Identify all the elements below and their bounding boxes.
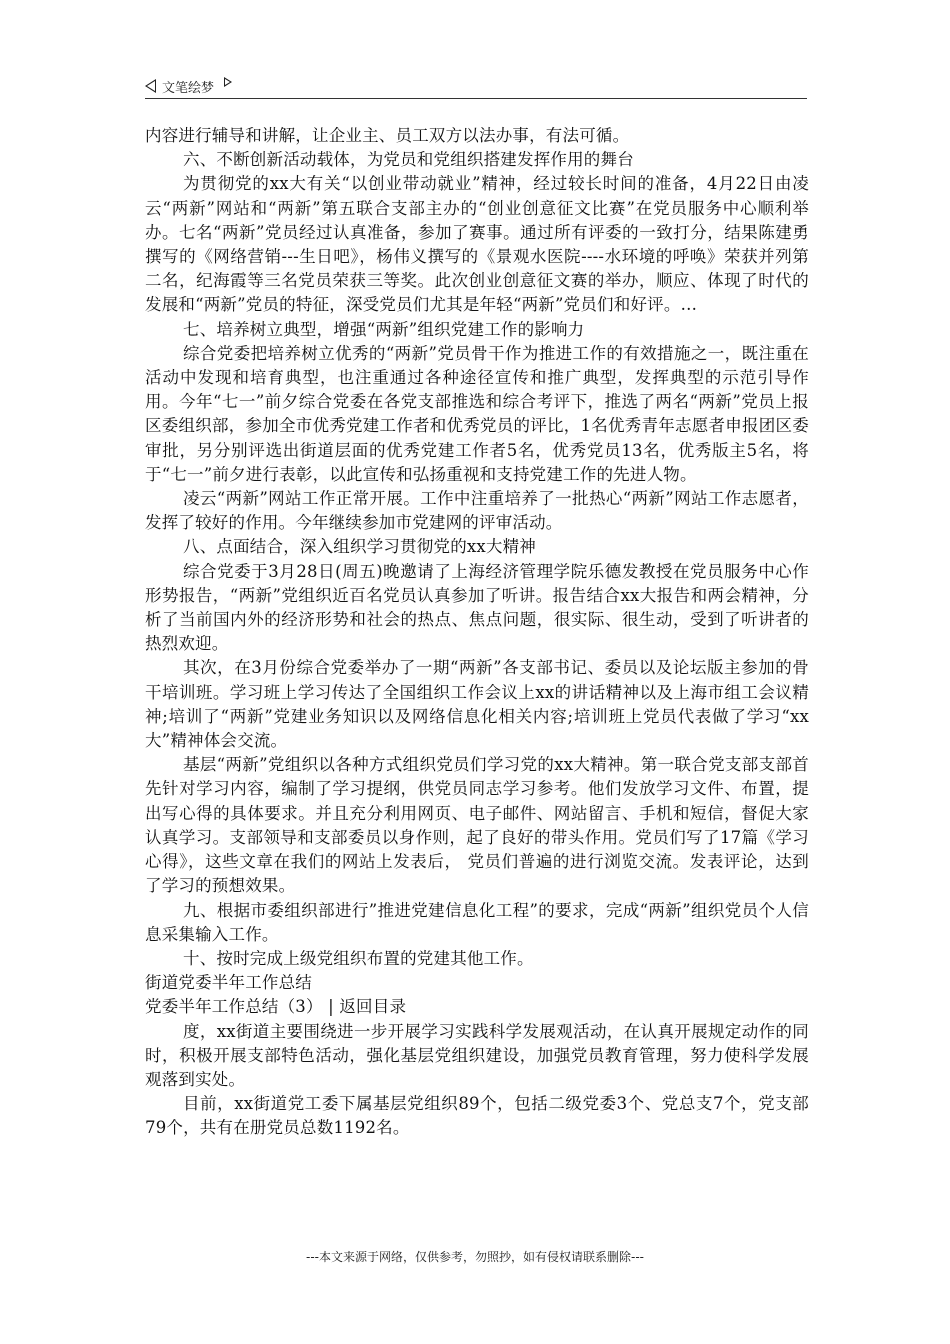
triangle-left-icon xyxy=(145,79,156,93)
paragraph: 内容进行辅导和讲解，让企业主、员工双方以法办事，有法可循。 xyxy=(145,126,630,145)
section-heading: 九、根据市委组织部进行”推进党建信息化工程”的要求，完成“两新”组织党员个人信息采集输入工作。 xyxy=(145,900,809,944)
header-divider xyxy=(145,98,807,99)
section-heading: 十、按时完成上级党组织布置的党建其他工作。 xyxy=(183,948,534,968)
page-footer-disclaimer: ---本文来源于网络，仅供参考，勿照抄，如有侵权请联系删除--- xyxy=(306,1250,644,1264)
header-brand: 文笔绘梦 xyxy=(162,80,215,96)
paragraph: 其次，在3月份综合党委举办了一期“两新”各支部书记、委员以及论坛版主参加的骨干培训班。学习班上学习传达了全国组织工作会议上xx的讲话精神以及上海市组工会议精神;培训了“两新”党建业务知识以及网络信息化相关内容;培训班上党员代表做了学习“xx大”精神体会交流。 xyxy=(145,658,809,751)
section-heading: 六、不断创新活动载体，为党员和党组织搭建发挥作用的舞台 xyxy=(183,150,634,170)
paragraph: 目前，xx街道党工委下属基层党组织89个，包括二级党委3个、党总支7个，党支部79个，共有在册党员总数1192名。 xyxy=(145,1094,809,1138)
paragraph: 基层“两新”党组织以各种方式组织党员们学习党的xx大精神。第一联合党支部支部首先针对学习内容，编制了学习提纲，供党员同志学习参考。他们发放学习文件、布置，提出写心得的具体要求。并且充分利用网页、电子邮件、网站留言、手机和短信，督促大家认真学习。支部领导和支部委员以身作则，起了良好的带头作用。党员们写了17篇《学习心得》，这些文章在我们的网站上发表后， 党员们普遍的进行浏览交流。发表评论，达到了学习的预想效果。 xyxy=(145,755,809,896)
paragraph: 度，xx街道主要围绕进一步开展学习实践科学发展观活动，在认真开展规定动作的同时，积极开展支部特色活动，强化基层党组织建设，加强党员教育管理，努力使科学发展观落到实处。 xyxy=(145,1021,809,1089)
document-title: 街道党委半年工作总结 xyxy=(145,973,312,993)
paragraph: 综合党委把培养树立优秀的“两新”党员骨干作为推进工作的有效措施之一，既注重在活动中发现和培育典型，也注重通过各种途径宣传和推广典型，发挥典型的示范引导作用。今年“七一”前夕综合党委在各党支部推选和综合考评下，推选了两名“两新”党员上报区委组织部，参加全市优秀党建工作者和优秀党员的评比，1名优秀青年志愿者申报团区委审批，另分别评选出街道层面的优秀党建工作者5名，优秀党员13名，优秀版主5名，将于“七一”前夕进行表彰，以此宣传和弘扬重视和支持党建工作的先进人物。 xyxy=(145,343,809,484)
paragraph: 为贯彻党的xx大有关“以创业带动就业”精神，经过较长时间的准备，4月22日由凌云“两新”网站和“两新”第五联合支部主办的“创业创意征文比赛”在党员服务中心顺利举办。七名“两新”党员经过认真准备，参加了赛事。通过所有评委的一致打分，结果陈建勇撰写的《网络营销---生日吧》，杨伟义撰写的《景观水医院----水环境的呼唤》荣获并列第二名，纪海霞等三名党员荣获三等奖。此次创业创意征文赛的举办，顺应、体现了时代的发展和“两新”党员的特征，深受党员们尤其是年轻“两新”党员们和好评。… xyxy=(145,174,809,315)
section-heading: 八、点面结合，深入组织学习贯彻党的xx大精神 xyxy=(183,537,537,557)
paragraph: 综合党委于3月28日(周五)晚邀请了上海经济管理学院乐德发教授在党员服务中心作形势报告，“两新”党组织近百名党员认真参加了听讲。报告结合xx大报告和两会精神，分析了当前国内外的经济形势和社会的热点、焦点问题，很实际、很生动，受到了听讲者的热烈欢迎。 xyxy=(145,561,809,654)
triangle-right-icon xyxy=(224,77,232,87)
paragraph: 凌云“两新”网站工作正常开展。工作中注重培养了一批热心“两新”网站工作志愿者，发挥了较好的作用。今年继续参加市党建网的评审活动。 xyxy=(145,489,809,533)
page-header xyxy=(145,74,805,98)
toc-link-line: 党委半年工作总结（3） | 返回目录 xyxy=(145,997,407,1017)
document-body xyxy=(145,124,809,1141)
section-heading: 七、培养树立典型，增强“两新”组织党建工作的影响力 xyxy=(183,319,585,339)
